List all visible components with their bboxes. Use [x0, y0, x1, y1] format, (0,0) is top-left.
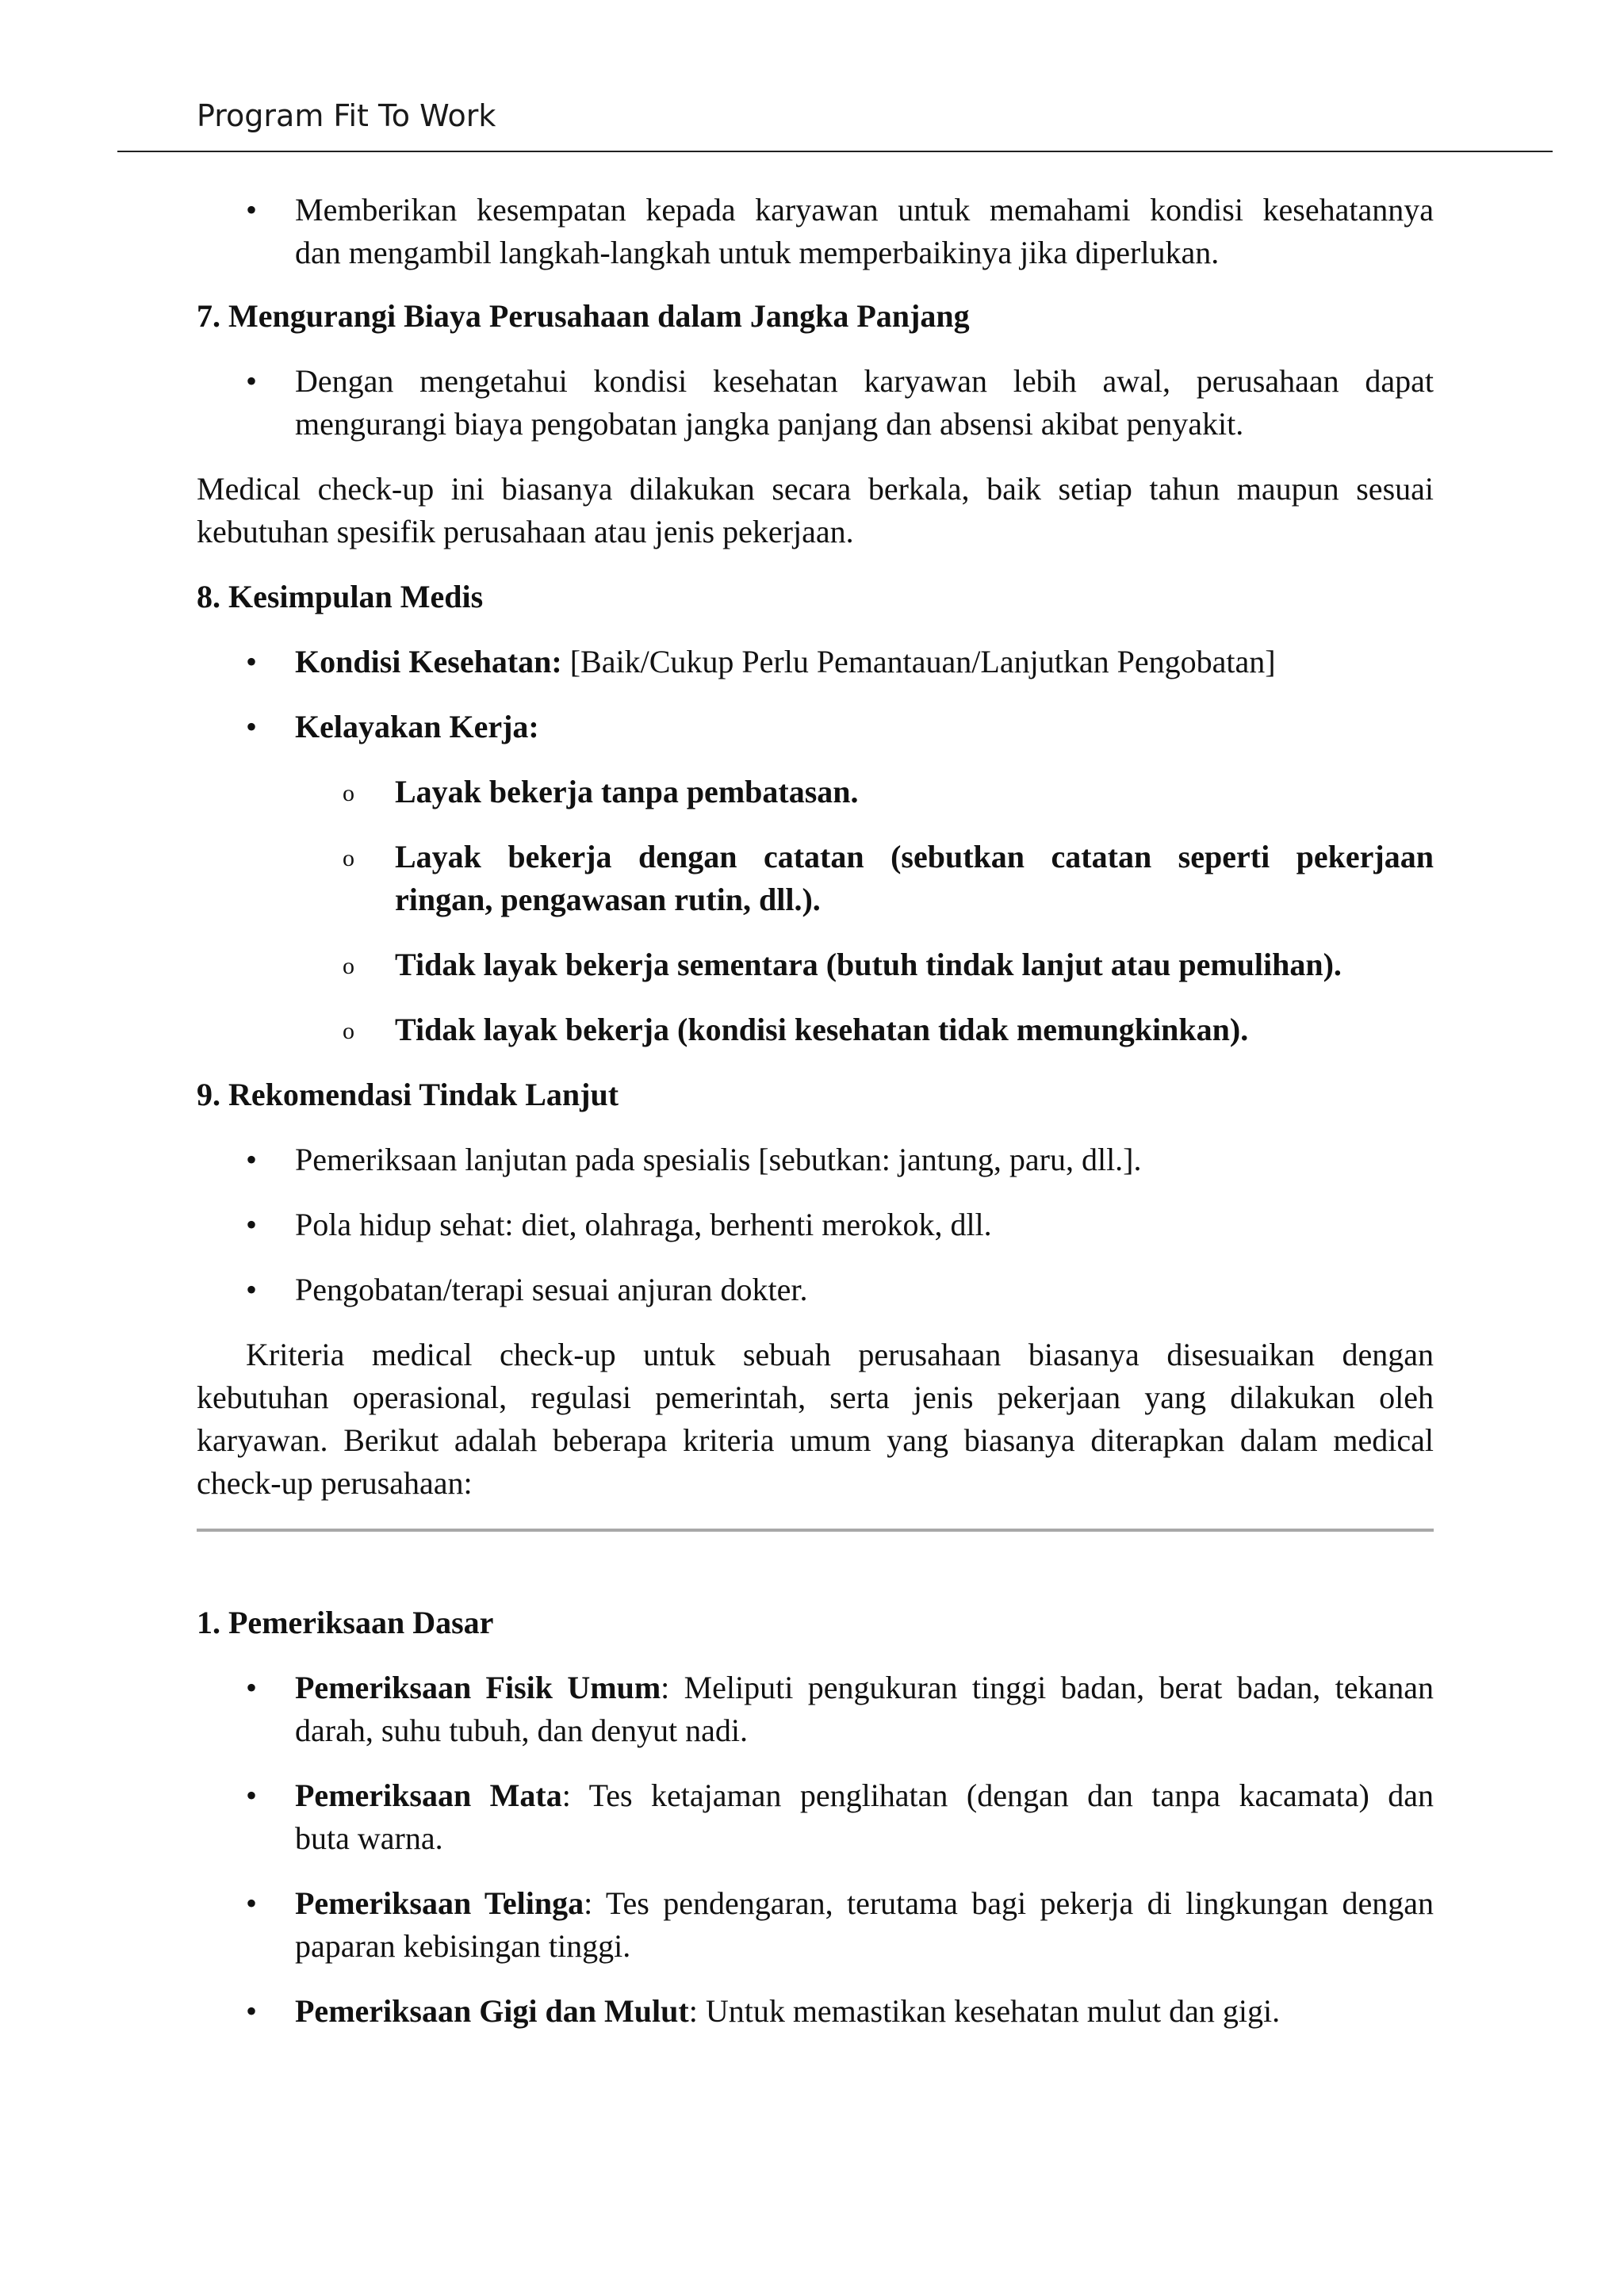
section-heading: 8. Kesimpulan Medis	[197, 579, 484, 614]
document-body	[197, 189, 1434, 2033]
bullet-icon: •	[246, 644, 258, 679]
bullet-icon: •	[246, 1993, 258, 2029]
text-line: buta warna.	[295, 1820, 443, 1856]
sub-list-item	[197, 836, 1434, 921]
text-value: : Meliputi pengukuran tinggi badan, berat badan, tekanan	[661, 1670, 1434, 1705]
text-line: Pengobatan/terapi sesuai anjuran dokter.	[295, 1272, 808, 1307]
text-line: Pemeriksaan lanjutan pada spesialis [sebutkan: jantung, paru, dll.].	[295, 1142, 1142, 1177]
text-line: Medical check-up ini biasanya dilakukan secara berkala, baik setiap tahun maupun sesuai	[197, 471, 1434, 507]
bullet-icon: •	[246, 363, 258, 399]
bullet-icon: •	[246, 1142, 258, 1177]
circle-bullet-icon: o	[343, 953, 354, 979]
list-item	[197, 1882, 1434, 1968]
text-line: mengurangi biaya pengobatan jangka panjang dan absensi akibat penyakit.	[295, 406, 1244, 442]
list-item	[197, 1203, 1434, 1246]
sub-list-item	[197, 1008, 1434, 1051]
bold-label: Pemeriksaan Gigi dan Mulut	[295, 1993, 689, 2029]
paragraph	[197, 468, 1434, 553]
list-item	[197, 1990, 1434, 2033]
sub-list-item	[197, 771, 1434, 813]
text-line: check-up perusahaan:	[197, 1465, 473, 1501]
sub-list-item	[197, 943, 1434, 986]
section-heading: 1. Pemeriksaan Dasar	[197, 1605, 494, 1640]
circle-bullet-icon: o	[343, 780, 354, 806]
paragraph	[197, 1334, 1434, 1505]
text-line: kebutuhan operasional, regulasi pemerintah, serta jenis pekerjaan yang dilakukan oleh	[197, 1380, 1434, 1415]
bullet-icon: •	[246, 192, 258, 228]
section-heading: 7. Mengurangi Biaya Perusahaan dalam Jangka Panjang	[197, 298, 970, 334]
text-line: Tidak layak bekerja sementara (butuh tindak lanjut atau pemulihan).	[395, 947, 1342, 982]
text-line: ringan, pengawasan rutin, dll.).	[395, 882, 821, 917]
bullet-icon: •	[246, 1670, 258, 1705]
list-item	[197, 1774, 1434, 1860]
bullet-icon: •	[246, 1885, 258, 1921]
text-line: Layak bekerja tanpa pembatasan.	[395, 774, 859, 809]
text-value: : Tes pendengaran, terutama bagi pekerja di lingkungan dengan	[584, 1885, 1434, 1921]
text-value: : Untuk memastikan kesehatan mulut dan gigi.	[688, 1993, 1281, 2029]
horizontal-rule	[197, 1529, 1434, 1532]
page-header	[117, 0, 1553, 152]
bold-label: Pemeriksaan Telinga	[295, 1885, 584, 1921]
bullet-icon: •	[246, 1272, 258, 1307]
text-line: darah, suhu tubuh, dan denyut nadi.	[295, 1712, 748, 1748]
bold-label: Kelayakan Kerja:	[295, 709, 539, 744]
text-line: Tidak layak bekerja (kondisi kesehatan tidak memungkinkan).	[395, 1012, 1249, 1047]
list-item	[197, 706, 1434, 748]
text-line: Memberikan kesempatan kepada karyawan untuk memahami kondisi kesehatannya	[295, 192, 1434, 228]
text-line: Pola hidup sehat: diet, olahraga, berhenti merokok, dll.	[295, 1207, 992, 1242]
bold-label: Pemeriksaan Fisik Umum	[295, 1670, 661, 1705]
list-item	[197, 1269, 1434, 1311]
text-line: kebutuhan spesifik perusahaan atau jenis pekerjaan.	[197, 514, 854, 549]
list-item	[197, 1667, 1434, 1752]
text-line: Layak bekerja dengan catatan (sebutkan catatan seperti pekerjaan	[395, 839, 1434, 874]
list-item	[197, 189, 1434, 274]
section-heading: 9. Rekomendasi Tindak Lanjut	[197, 1077, 619, 1112]
bullet-icon: •	[246, 1207, 258, 1242]
bold-label: Pemeriksaan Mata	[295, 1777, 562, 1813]
text-line: Kriteria medical check-up untuk sebuah perusahaan biasanya disesuaikan dengan	[246, 1337, 1434, 1372]
list-item	[197, 360, 1434, 446]
text-line: Dengan mengetahui kondisi kesehatan karyawan lebih awal, perusahaan dapat	[295, 363, 1434, 399]
circle-bullet-icon: o	[343, 1018, 354, 1044]
text-value: : Tes ketajaman penglihatan (dengan dan tanpa kacamata) dan	[561, 1777, 1434, 1813]
list-item	[197, 641, 1434, 683]
bold-label: Kondisi Kesehatan:	[295, 644, 562, 679]
text-line: dan mengambil langkah-langkah untuk memperbaikinya jika diperlukan.	[295, 235, 1220, 270]
list-item	[197, 1138, 1434, 1181]
bullet-icon: •	[246, 709, 258, 744]
circle-bullet-icon: o	[343, 845, 354, 871]
header-title: Program Fit To Work	[197, 98, 496, 133]
bullet-icon: •	[246, 1777, 258, 1813]
text-value: [Baik/Cukup Perlu Pemantauan/Lanjutkan Pengobatan]	[561, 644, 1276, 679]
text-line: karyawan. Berikut adalah beberapa kriteria umum yang biasanya diterapkan dalam medical	[197, 1422, 1434, 1458]
text-line: paparan kebisingan tinggi.	[295, 1928, 631, 1964]
